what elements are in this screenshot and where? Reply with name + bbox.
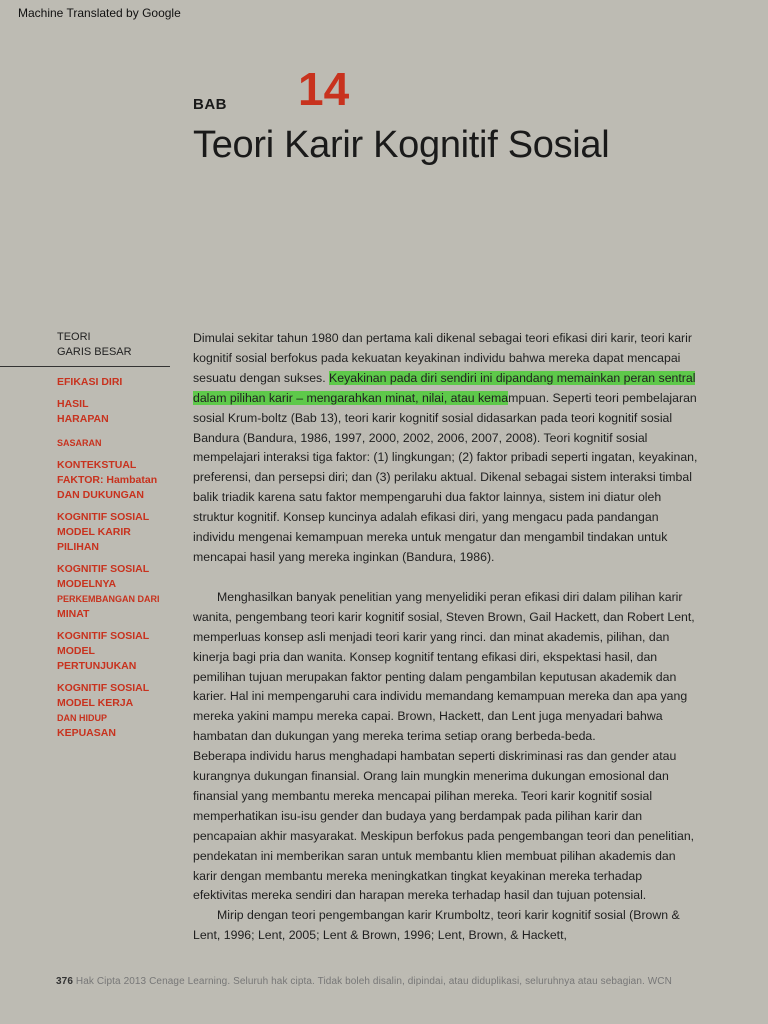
outline-heading-line1: TEORI [57, 331, 91, 343]
outline-heading-line2: GARIS BESAR [57, 346, 132, 358]
paragraph-intro-start: Dimulai sekitar tahun 1980 dan pertama kali dikenal sebagai teori efikasi diri karir, teori karir kognitif sosial berfokus pada kekuatan keyakinan individu bahwa mereka dapat mencapai sesuatu dengan sukses. [193, 331, 692, 385]
page-number: 376 [56, 976, 73, 987]
page-footer [56, 976, 672, 987]
outline-item[interactable]: EFIKASI DIRI [57, 376, 123, 388]
chapter-label: BAB [193, 96, 227, 113]
outline-item[interactable]: KOGNITIF SOSIAL MODEL KARIR PILIHAN [57, 511, 150, 553]
paragraph-intro-rest: mpuan. Seperti teori pembelajaran sosial Krum-boltz (Bab 13), teori karir kognitif sosial didasarkan pada teori kognitif sosial Bandura (Bandura, 1986, 1997, 2000, 2002, 2006, 2007, 2008). Teori kognitif sosial mempelajari interaksi tiga faktor: (1) lingkungan; (2) faktor pribadi seperti ingatan, keyakinan, preferensi, dan persepsi diri; dan (3) perilaku aktual. Dikenal sebagai sistem interaksi timbal balik triadik karena satu faktor mempengaruhi dua faktor lainnya, sistem ini diatur oleh struktur kognitif. Konsep kuncinya adalah efikasi diri, yang mengacu pada pandangan individu mengenai kemampuan mereka untuk mengatur dan mengambil tindakan untuk mencapai hasil yang mereka inginkan (Bandura, 1986). [193, 390, 698, 564]
outline-item[interactable]: HASIL HARAPAN [57, 398, 109, 425]
outline-item[interactable]: KONTEKSTUAL FAKTOR: Hambatan DAN DUKUNGAN [57, 459, 158, 501]
highlighted-text[interactable]: Keyakinan pada diri sendiri ini dipandang memainkan peran sentral dalam pilihan karir – mengarahkan minat, nilai, atau kema [193, 370, 696, 405]
outline-item[interactable]: DAN HIDUP [57, 713, 108, 723]
chapter-outline-sidebar [0, 330, 170, 741]
chapter-number: 14 [298, 63, 350, 115]
outline-item[interactable]: PERKEMBANGAN DARI [57, 594, 160, 604]
chapter-body [193, 329, 698, 946]
outline-heading [0, 330, 170, 367]
outline-item[interactable]: KOGNITIF SOSIAL MODELNYA [57, 563, 150, 590]
paragraph-barriers: Beberapa individu harus menghadapi hambatan seperti diskriminasi ras dan gender atau kurangnya dukungan finansial. Orang lain mungkin menerima dukungan emosional dan finansial yang membantu mereka mencapai pilihan mereka. Teori karir kognitif sosial memperhatikan isu-isu gender dan budaya yang berdampak pada pilihan karir dan pencapaian akhir masyarakat. Meskipun berfokus pada pengembangan teori dan penelitian, pendekatan ini memberikan saran untuk membantu klien membuat pilihan akademis dan karir dengan membantu mereka meningkatkan tingkat keyakinan mereka terhadap efektivitas mereka sendiri dan harapan mereka terhadap hasil dan tujuan potensial. [193, 749, 695, 903]
paragraph-intro [193, 329, 698, 568]
outline-item[interactable]: MINAT [57, 608, 90, 620]
machine-translated-label: Machine Translated by Google [18, 6, 181, 20]
outline-item[interactable]: KOGNITIF SOSIAL MODEL KERJA [57, 682, 150, 709]
copyright-notice: Hak Cipta 2013 Cenage Learning. Seluruh hak cipta. Tidak boleh disalin, dipindai, atau diduplikasi, seluruhnya atau sebagian. WCN [75, 976, 672, 987]
paragraph-research: Menghasilkan banyak penelitian yang menyelidiki peran efikasi diri dalam pilihan karir wanita, pengembang teori karir kognitif sosial, Steven Brown, Gail Hackett, dan Robert Lent, memperluas konsep asli menjadi teori karir yang rinci. dan minat akademis, pilihan, dan kinerja bagi pria dan wanita. Konsep kognitif tentang efikasi diri, ekspektasi hasil, dan pemilihan tujuan merupakan faktor penting dalam pengambilan keputusan akademik dan karier. Hal ini mempengaruhi cara individu memandang kemampuan mereka dan apa yang mereka yakini mampu mereka capai. Brown, Hackett, dan Lent juga menyadari bahwa hambatan dan dukungan yang mereka terima setiap orang berbeda-beda. [193, 589, 695, 744]
outline-item[interactable]: SASARAN [57, 438, 102, 448]
outline-item[interactable]: KEPUASAN [57, 727, 116, 739]
paragraph-similar: Mirip dengan teori pengembangan karir Krumboltz, teori karir kognitif sosial (Brown & Lent, 1996; Lent, 2005; Lent & Brown, 1996; Lent, Brown, & Hackett, [193, 908, 680, 943]
chapter-title: Teori Karir Kognitif Sosial [193, 124, 610, 166]
outline-list [0, 375, 170, 741]
outline-item[interactable]: KOGNITIF SOSIAL MODEL PERTUNJUKAN [57, 630, 150, 672]
